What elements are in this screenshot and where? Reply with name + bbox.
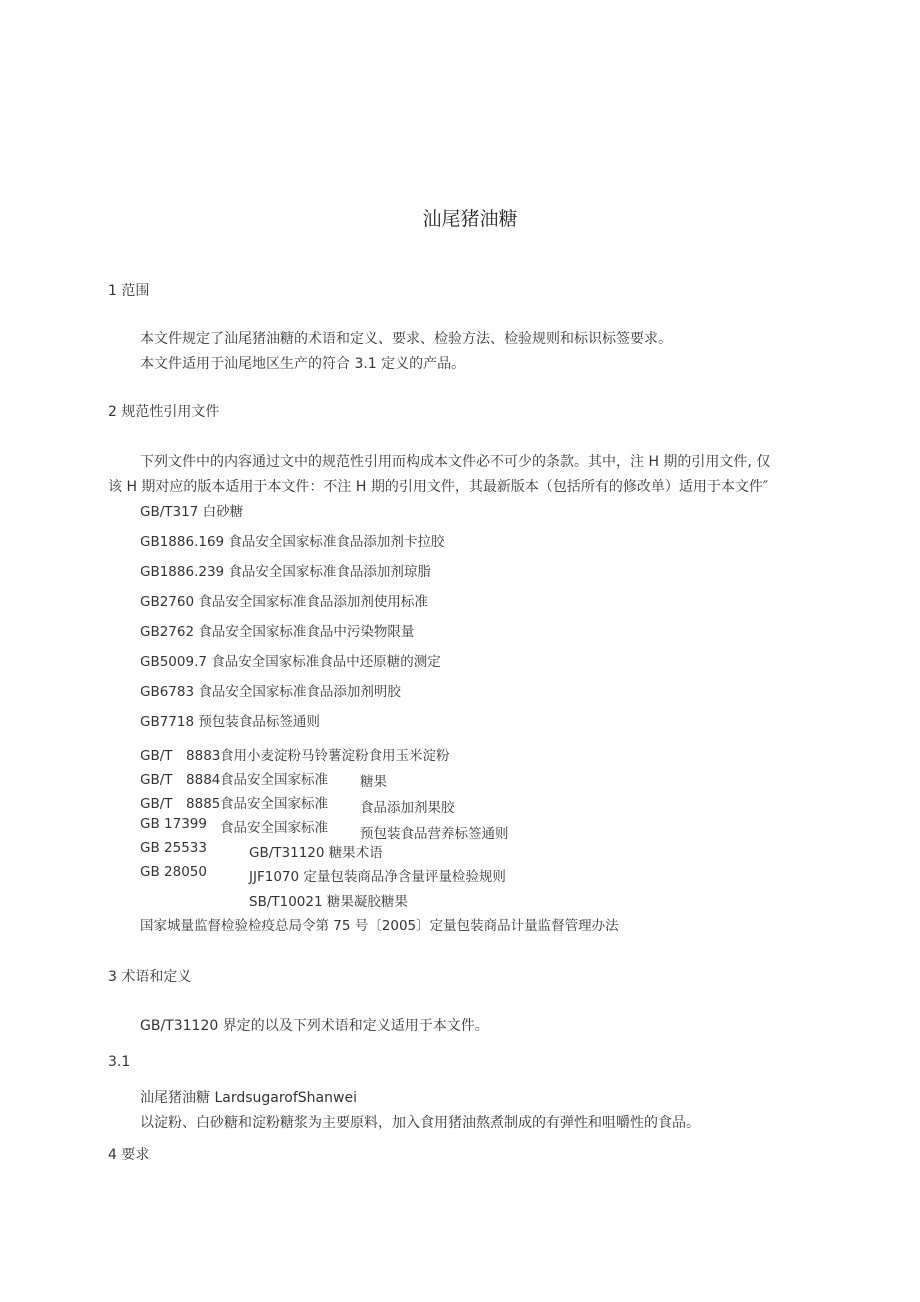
- scope-paragraph-2: 本文件适用于汕尾地区生产的符合 3.1 定义的产品。: [140, 356, 466, 372]
- reference-title: 食用小麦淀粉马铃薯淀粉食用玉米淀粉: [220, 748, 450, 764]
- section-heading-scope: 1 范围: [108, 283, 150, 299]
- term-definition: 以淀粉、白砂糖和淀粉糖浆为主要原料，加入食用猪油熬煮制成的有弹性和咀嚼性的食品。: [140, 1115, 700, 1131]
- reference-title: 食品安全国家标准: [220, 796, 328, 812]
- reference-title-right: 糖果: [360, 774, 387, 790]
- reference-extra: GB/T31120 糖果术语: [249, 845, 383, 861]
- reference-item: GB5009.7 食品安全国家标准食品中还原糖的测定: [140, 654, 441, 670]
- reference-item: GB/T317 白砂糖: [140, 504, 244, 520]
- normative-intro-line-1: 下列文件中的内容通过文中的规范性引用而构成本文件必不可少的条款。其中，注 H 期的引用文件, 仅: [140, 454, 771, 470]
- reference-extra: JJF1070 定量包装商品净含量评量检验规则: [249, 869, 506, 885]
- reference-code: GB/T 8885: [140, 796, 221, 812]
- scope-paragraph-1: 本文件规定了汕尾猪油糖的术语和定义、要求、检验方法、检验规则和标识标签要求。: [140, 331, 672, 347]
- section-heading-requirements: 4 要求: [108, 1147, 150, 1163]
- reference-code: GB 28050: [140, 864, 207, 880]
- reference-item: GB2760 食品安全国家标准食品添加剂使用标准: [140, 594, 428, 610]
- reference-code: GB 25533: [140, 840, 207, 856]
- reference-code: GB/T 8884: [140, 772, 221, 788]
- term-number: 3.1: [108, 1054, 131, 1070]
- reference-item: GB7718 预包装食品标签通则: [140, 714, 320, 730]
- reference-title-right: 食品添加剂果胶: [360, 800, 455, 816]
- reference-item: GB6783 食品安全国家标准食品添加剂明胶: [140, 684, 401, 700]
- reference-title: 食品安全国家标准: [220, 820, 328, 836]
- reference-code: GB 17399: [140, 816, 207, 832]
- terms-paragraph: GB/T31120 界定的以及下列术语和定义适用于本文件。: [140, 1018, 489, 1034]
- reference-item: GB2762 食品安全国家标准食品中污染物限量: [140, 624, 415, 640]
- normative-intro-line-2: 该 H 期对应的版本适用于本文件：不注 H 期的引用文件，其最新版本（包括所有的修改单）适用于本文件″: [108, 479, 769, 495]
- reference-item: GB1886.239 食品安全国家标准食品添加剂琼脂: [140, 564, 431, 580]
- term-name: 汕尾猪油糖 LardsugarofShanwei: [140, 1090, 357, 1106]
- reference-item: 国家城量监督检验检疫总局令第 75 号〔2005〕定量包装商品计量监督管理办法: [140, 918, 619, 934]
- document-title: 汕尾猪油糖: [422, 208, 518, 230]
- reference-item: GB1886.169 食品安全国家标准食品添加剂卡拉胶: [140, 534, 445, 550]
- reference-extra: SB/T10021 糖果凝胶糖果: [249, 894, 408, 910]
- section-heading-terms: 3 术语和定义: [108, 969, 192, 985]
- reference-title: 食品安全国家标准: [220, 772, 328, 788]
- reference-code: GB/T 8883: [140, 748, 221, 764]
- section-heading-normative: 2 规范性引用文件: [108, 404, 220, 420]
- reference-title-right: 预包装食品营养标签通则: [360, 826, 509, 842]
